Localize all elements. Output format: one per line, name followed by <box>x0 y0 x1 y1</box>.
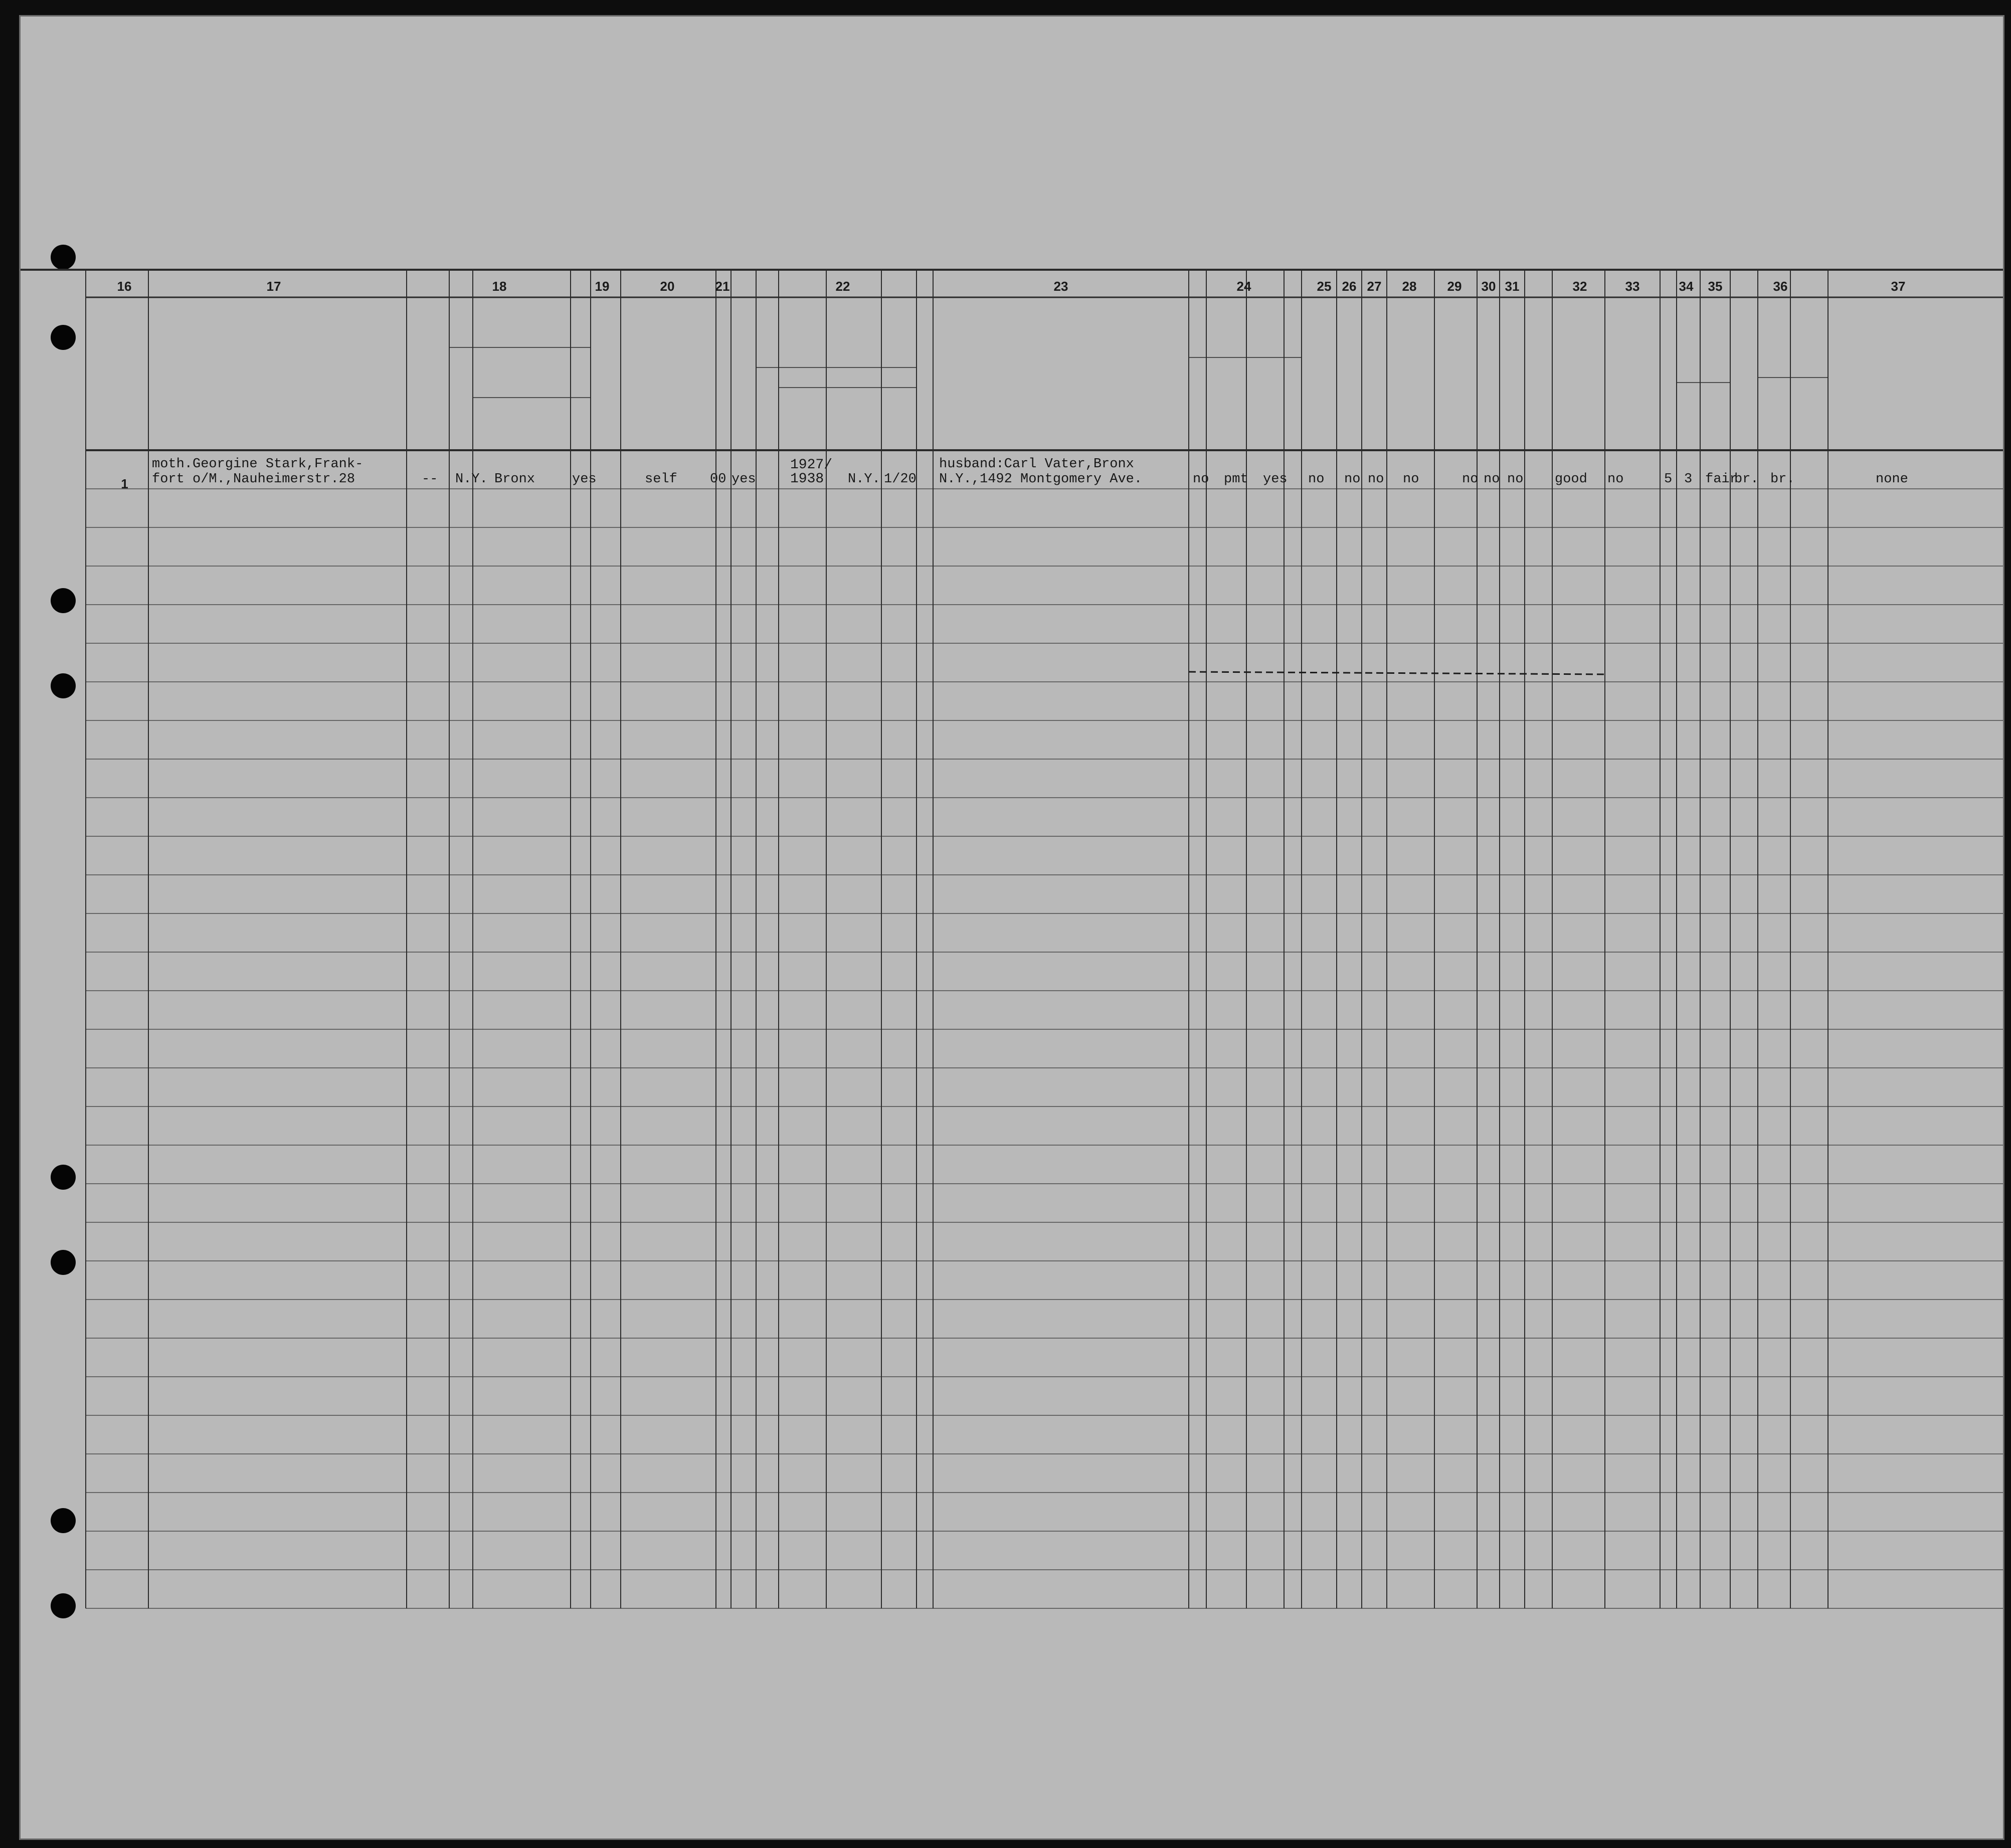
column-number: 30 <box>1481 279 1496 294</box>
cell-q26: no <box>1344 472 1361 487</box>
column-number: 23 <box>1053 279 1068 294</box>
column-number: 34 <box>1679 279 1694 294</box>
column-number: 27 <box>1367 279 1382 294</box>
column-number: 24 <box>1236 279 1251 294</box>
column-number: 25 <box>1317 279 1332 294</box>
cell-hair: br. <box>1734 472 1759 487</box>
cell-years: 1938 <box>790 471 824 487</box>
column-number: 28 <box>1402 279 1417 294</box>
column-number: 17 <box>266 279 281 294</box>
cell-feet: 5 <box>1664 472 1673 487</box>
header-q31 <box>1520 327 1540 453</box>
column-number: 35 <box>1708 279 1723 294</box>
header-q29 <box>1452 327 1487 453</box>
cell-deformed: no <box>1607 472 1624 487</box>
column-number: 37 <box>1891 279 1906 294</box>
cell-join: N.Y.,1492 Montgomery Ave. <box>939 472 1143 487</box>
cell-health: good <box>1555 472 1587 487</box>
column-number: 20 <box>660 279 675 294</box>
cell-p24a: no <box>1193 472 1209 487</box>
cell-relative: moth.Georgine Stark,Frank- <box>152 457 363 472</box>
cell-complexion: fair <box>1705 472 1738 487</box>
column-number: 26 <box>1342 279 1357 294</box>
column-number: 22 <box>835 279 850 294</box>
cell-p24b: pmt <box>1224 472 1248 487</box>
column-number: 31 <box>1505 279 1520 294</box>
column-number: 21 <box>715 279 730 294</box>
cell-q29: no <box>1462 472 1479 487</box>
column-number: 19 <box>595 279 610 294</box>
cell-state: N.Y. <box>455 472 488 487</box>
column-number: 33 <box>1625 279 1640 294</box>
column-number: 32 <box>1572 279 1587 294</box>
header-purpose-a <box>1186 357 1208 453</box>
cell-q30: no <box>1484 472 1500 487</box>
cell-q27: no <box>1368 472 1384 487</box>
header-purpose-c <box>1264 357 1286 453</box>
cell-where: N.Y. <box>848 472 880 487</box>
header-prison <box>1299 327 1329 453</box>
cell-before: yes <box>732 472 756 487</box>
cell-q25: no <box>1308 472 1325 487</box>
header-purpose-b <box>1226 357 1248 453</box>
cell-ticket: yes <box>572 472 597 487</box>
cell-q31: no <box>1507 472 1524 487</box>
header-q28 <box>1394 327 1439 453</box>
cell-years: 1927/ <box>790 457 833 473</box>
column-number: 29 <box>1447 279 1462 294</box>
cell-join: husband:Carl Vater,Bronx <box>939 457 1134 472</box>
column-number: 36 <box>1773 279 1788 294</box>
cell-relative: fort o/M.,Nauheimerstr.28 <box>152 472 355 487</box>
column-number: 16 <box>117 279 132 294</box>
table-grid <box>21 17 2004 1840</box>
cell-passage: self <box>645 472 677 487</box>
cell-p24c: yes <box>1263 472 1288 487</box>
manifest-sheet <box>19 15 2004 1840</box>
cell-date: 1/20 <box>884 472 917 487</box>
cell-marks: none <box>1876 472 1908 487</box>
cell-eyes: br. <box>1770 472 1795 487</box>
cell-foreign: -- <box>422 472 438 487</box>
cell-city: Bronx <box>494 472 535 487</box>
cell-money: 00 <box>710 472 726 487</box>
cell-q28: no <box>1403 472 1419 487</box>
row-number: 1 <box>121 476 128 491</box>
cell-inches: 3 <box>1684 472 1693 487</box>
header-q30 <box>1495 327 1515 453</box>
column-number: 18 <box>492 279 507 294</box>
